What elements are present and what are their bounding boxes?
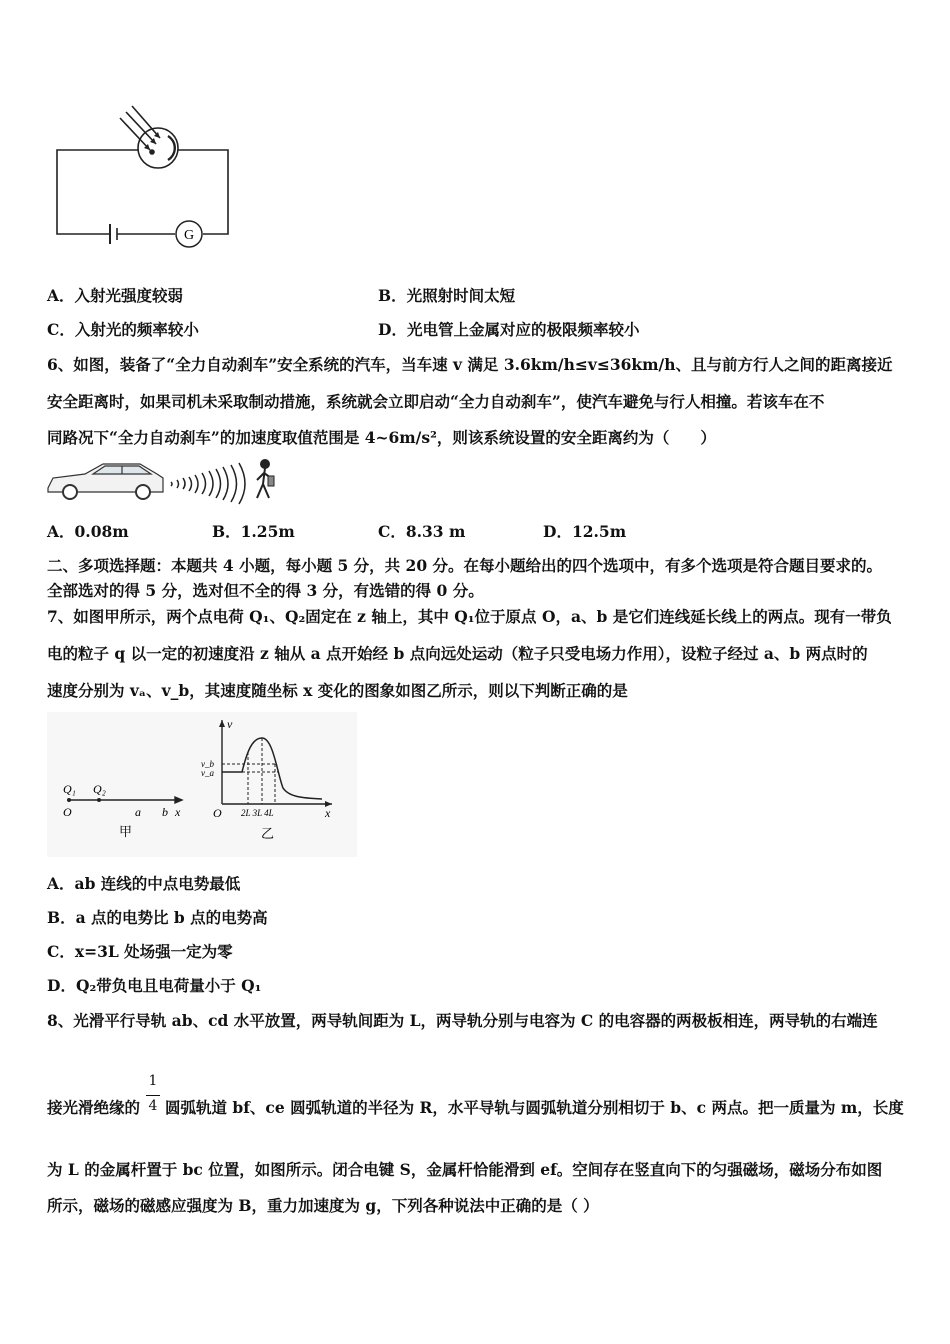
q8-stem-line-3: 为 L 的金属杆置于 bc 位置，如图所示。闭合电键 S，金属杆恰能滑到 ef。空间存在竖直向下的匀强磁场，磁场分布如图 [47, 1160, 883, 1179]
q5-option-b[interactable]: B．光照射时间太短 [378, 286, 516, 305]
car-pedestrian-figure [45, 458, 285, 508]
jia-a-label: a [135, 805, 141, 819]
quarter-fraction-denominator: 4 [148, 1098, 158, 1114]
q8-stem-line-4: 所示，磁场的磁感应强度为 B，重力加速度为 g，下列各种说法中正确的是（ ） [47, 1196, 599, 1215]
q7-option-a[interactable]: A．ab 连线的中点电势最低 [47, 874, 241, 893]
q7-option-d[interactable]: D．Q₂带负电且电荷量小于 Q₁ [47, 976, 262, 995]
q7-option-c[interactable]: C．x=3L 处场强一定为零 [47, 942, 233, 961]
jia-x-label: x [175, 805, 181, 819]
quarter-fraction-bar [146, 1095, 160, 1096]
q6-stem-line-3: 同路况下“全力自动刹车”的加速度取值范围是 4~6m/s²，则该系统设置的安全距离约为（ ） [47, 428, 716, 447]
q6-option-b[interactable]: B．1.25m [212, 522, 295, 541]
radar-waves [171, 463, 245, 504]
q6-option-a[interactable]: A．0.08m [47, 522, 129, 541]
q8-stem-line-1: 8、光滑平行导轨 ab、cd 水平放置，两导轨间距为 L，两导轨分别与电容为 C 的电容器的两极板相连，两导轨的右端连 [47, 1011, 878, 1030]
jia-q1-label: Q₁ [63, 782, 76, 796]
yi-v-label: v [227, 717, 233, 731]
q6-option-c[interactable]: C．8.33 m [378, 522, 466, 541]
yi-vb-label: v_b [201, 759, 214, 769]
yi-va-label: v_a [201, 768, 214, 778]
q7-option-b[interactable]: B．a 点的电势比 b 点的电势高 [47, 908, 268, 927]
q5-option-c[interactable]: C．入射光的频率较小 [47, 320, 199, 339]
yi-origin-label: O [213, 806, 222, 820]
galvanometer-label: G [183, 228, 195, 243]
q5-option-a[interactable]: A．入射光强度较弱 [47, 286, 184, 305]
yi-ticks-label: 2L 3L 4L [241, 808, 274, 818]
q7-figure [47, 712, 357, 857]
q8-stem-line-2-post: 圆弧轨道 bf、ce 圆弧轨道的半径为 R，水平导轨与圆弧轨道分别相切于 b、c 两点。把一质量为 m，长度 [165, 1098, 904, 1117]
car-front-wheel [63, 485, 77, 499]
quarter-fraction-numerator: 1 [148, 1073, 158, 1089]
jia-q2-label: Q₂ [93, 782, 106, 796]
q6-stem-line-1: 6、如图，装备了“全力自动刹车”安全系统的汽车，当车速 v 满足 3.6km/h≤v≤36km/h、且与前方行人之间的距离接近 [47, 355, 893, 374]
photoelectric-circuit-figure [50, 100, 235, 250]
jia-caption: 甲 [119, 824, 133, 839]
car-rear-wheel [136, 485, 150, 499]
q5-option-d[interactable]: D．光电管上金属对应的极限频率较小 [378, 320, 640, 339]
yi-caption: 乙 [261, 826, 275, 841]
section-2-heading-line-1: 二、多项选择题：本题共 4 小题，每小题 5 分，共 20 分。在每小题给出的四个选项中，有多个选项是符合题目要求的。 [47, 556, 883, 575]
q6-stem-line-2: 安全距离时，如果司机未采取制动措施，系统就会立即启动“全力自动刹车”，使汽车避免与行人相撞。若该车在不 [47, 392, 825, 411]
section-2-heading-line-2: 全部选对的得 5 分，选对但不全的得 3 分，有选错的得 0 分。 [47, 581, 484, 600]
yi-x-label: x [325, 806, 331, 820]
q8-stem-line-2-pre: 接光滑绝缘的 [47, 1098, 141, 1117]
jia-origin-label: O [63, 805, 72, 819]
jia-b-label: b [162, 805, 168, 819]
q7-stem-line-2: 电的粒子 q 以一定的初速度沿 z 轴从 a 点开始经 b 点向远处运动（粒子只受电场力作用），设粒子经过 a、b 两点时的 [47, 644, 868, 663]
q7-stem-line-3: 速度分别为 vₐ、v_b，其速度随坐标 x 变化的图象如图乙所示，则以下判断正确的是 [47, 681, 628, 700]
q6-option-d[interactable]: D．12.5m [543, 522, 627, 541]
q7-stem-line-1: 7、如图甲所示，两个点电荷 Q₁、Q₂固定在 z 轴上，其中 Q₁位于原点 O，a、b 是它们连线延长线上的两点。现有一带负 [47, 607, 892, 626]
